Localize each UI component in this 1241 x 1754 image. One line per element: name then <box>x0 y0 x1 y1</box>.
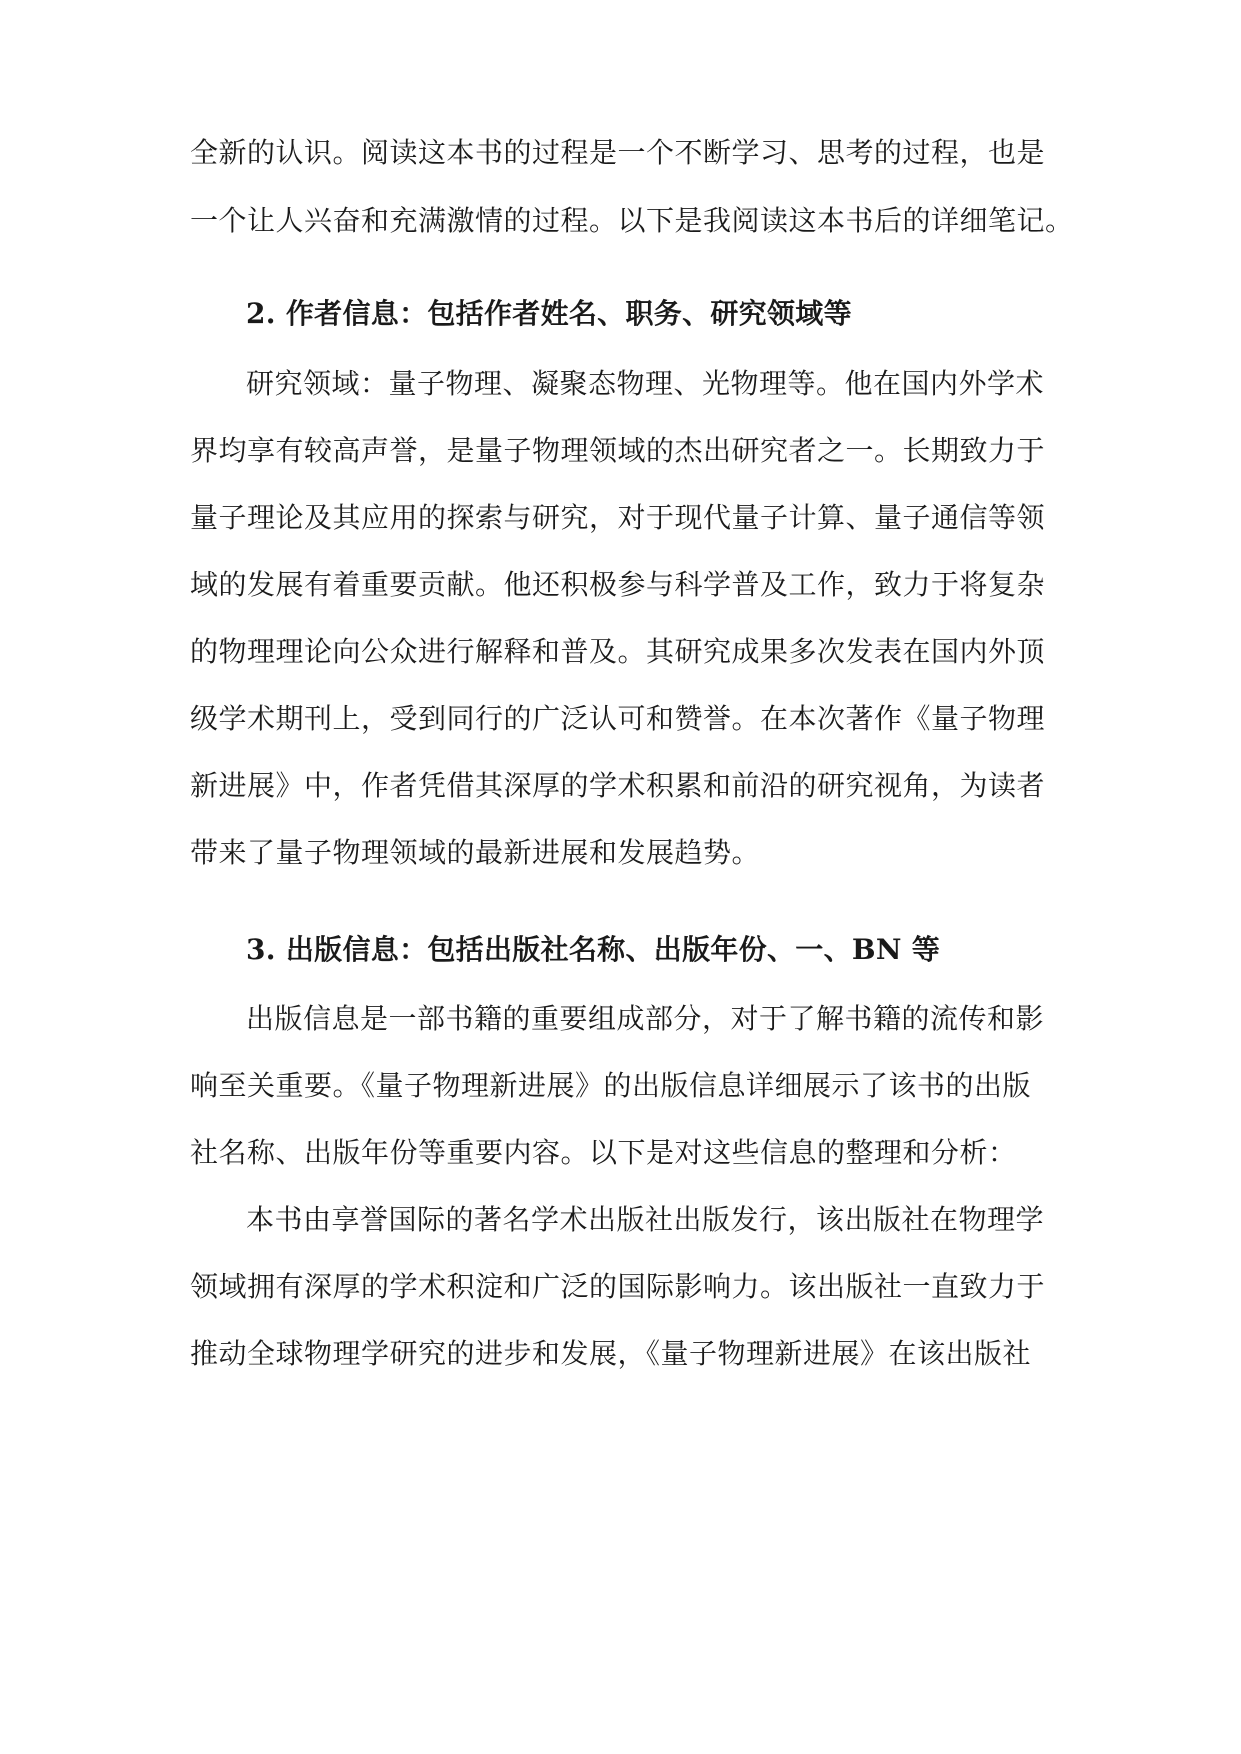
section-3-p2-line: 领域拥有深厚的学术积淀和广泛的国际影响力。该出版社一直致力于 <box>190 1270 1046 1303</box>
section-2-line: 界均享有较高声誉，是量子物理领域的杰出研究者之一。长期致力于 <box>190 434 1046 467</box>
intro-line: 全新的认识。阅读这本书的过程是一个不断学习、思考的过程，也是 <box>190 136 1046 169</box>
section-2-line: 量子理论及其应用的探索与研究，对于现代量子计算、量子通信等领 <box>190 501 1046 534</box>
section-2-line: 域的发展有着重要贡献。他还积极参与科学普及工作，致力于将复杂 <box>190 568 1046 601</box>
section-3-p2-line: 本书由享誉国际的著名学术出版社出版发行，该出版社在物理学 <box>246 1203 1045 1236</box>
section-3-p1-line: 社名称、出版年份等重要内容。以下是对这些信息的整理和分析： <box>190 1136 1017 1169</box>
section-2-line: 研究领域：量子物理、凝聚态物理、光物理等。他在国内外学术 <box>246 367 1045 400</box>
section-3-p1-line: 响至关重要。《量子物理新进展》的出版信息详细展示了该书的出版 <box>190 1069 1032 1102</box>
section-2-line: 的物理理论向公众进行解释和普及。其研究成果多次发表在国内外顶 <box>190 635 1046 668</box>
section-3-p2-line: 推动全球物理学研究的进步和发展，《量子物理新进展》在该出版社 <box>190 1337 1032 1370</box>
section-3-heading: 3. 出版信息：包括出版社名称、出版年份、一、BN 等 <box>246 933 941 966</box>
section-2-heading: 2. 作者信息：包括作者姓名、职务、研究领域等 <box>246 297 852 330</box>
section-2-line: 级学术期刊上，受到同行的广泛认可和赞誉。在本次著作《量子物理 <box>190 702 1046 735</box>
section-2-line: 带来了量子物理领域的最新进展和发展趋势。 <box>190 836 761 869</box>
section-2-line: 新进展》中，作者凭借其深厚的学术积累和前沿的研究视角，为读者 <box>190 769 1046 802</box>
section-3-p1-line: 出版信息是一部书籍的重要组成部分，对于了解书籍的流传和影 <box>246 1002 1045 1035</box>
intro-line: 一个让人兴奋和充满激情的过程。以下是我阅读这本书后的详细笔记。 <box>190 204 1074 237</box>
